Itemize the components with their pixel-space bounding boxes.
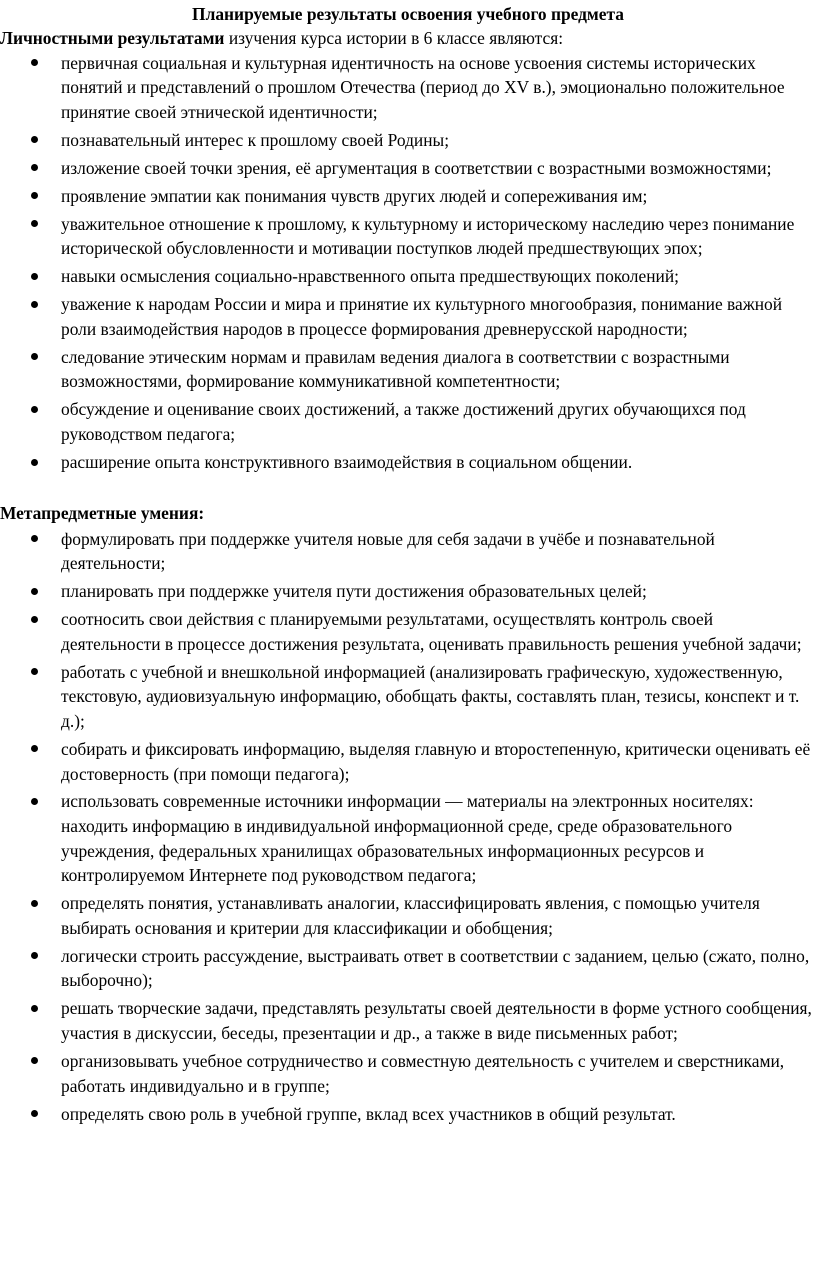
list-item-text: решать творческие задачи, представлять результаты своей деятельности в форме устного сообщения, участия в дискуссии, беседы, презентации и др., а также в виде письменных работ; [61,998,812,1043]
list-item [0,579,816,604]
bullet-icon [31,459,38,466]
bullet-icon [31,952,38,959]
bullet-icon [31,136,38,143]
list-item-text: первичная социальная и культурная идентичность на основе усвоения системы исторических понятий и представлений о прошлом Отечества (период до XV в.), эмоционально положительное принятие своей этнической идентичности; [61,52,785,122]
bullet-icon [31,616,38,623]
list-item [0,944,816,993]
list-item-text: обсуждение и оценивание своих достижений, а также достижений других обучающихся под руководством педагога; [61,399,746,445]
list-item-text: познавательный интерес к прошлому своей Родины; [61,129,450,150]
list-item-text: планировать при поддержке учителя пути достижения образовательных целей; [61,581,647,602]
list-item-text: работать с учебной и внешкольной информацией (анализировать графическую, художественную, текстовую, аудиовизуальную информацию, обобщать факты, составлять план, тезисы, конспект и т. д.); [61,661,800,731]
bullet-icon [31,1110,38,1117]
list-item [0,128,816,153]
list-item [0,450,816,475]
list-item-text: использовать современные источники информации — материалы на электронных носителях: находить информацию в индивидуальной информационной среде, среде образовательного учреждения, федеральных хранилищах образовательных информационных ресурсов и контролируемом Интернете под руководством педагога; [61,791,754,886]
list-item [0,264,816,289]
bullet-icon [31,668,38,675]
bullet-icon [31,588,38,595]
list-item [0,51,816,125]
list-item-text: уважительное отношение к прошлому, к культурному и историческому наследию через понимание исторической обусловленности и мотивации поступков людей предшествующих эпох; [61,213,795,259]
list-item [0,1102,816,1127]
list-item-text: уважение к народам России и мира и принятие их культурного многообразия, понимание важной роли взаимодействия народов в процессе формирования древнерусской народности; [61,294,783,339]
bullet-icon [31,900,38,907]
list-item [0,607,816,656]
list-item-text: определять понятия, устанавливать аналогии, классифицировать явления, с помощью учителя выбирать основания и критерии для классификации и обобщения; [61,893,760,938]
metasubject-heading: Метапредметные умения: [0,503,205,523]
list-item [0,184,816,209]
bullet-icon [31,535,38,542]
list-item-text: логически строить рассуждение, выстраивать ответ в соответствии с заданием, целью (сжато, полно, выборочно); [61,945,810,991]
bullet-icon [31,273,38,280]
list-item-text: навыки осмысления социально-нравственного опыта предшествующих поколений; [61,266,679,287]
list-item-text: определять свою роль в учебной группе, вклад всех участников в общий результат. [61,1103,676,1124]
list-item-text: расширение опыта конструктивного взаимодействия в социальном общении. [61,452,633,473]
bullet-icon [31,301,38,308]
bullet-icon [31,745,38,752]
section-spacer [0,478,816,501]
page-title: Планируемые результаты освоения учебного предмета [192,4,624,24]
list-item [0,345,816,394]
personal-results-lead: Личностными результатами [0,28,225,48]
list-item [0,660,816,734]
list-item-text: собирать и фиксировать информацию, выделяя главную и второстепенную, критически оценивать её достоверность (при помощи педагога); [61,738,811,784]
bullet-icon [31,353,38,360]
list-item [0,737,816,786]
bullet-icon [31,798,38,805]
bullet-icon [31,1057,38,1064]
list-item [0,212,816,261]
bullet-icon [31,1005,38,1012]
metasubject-skills-list [0,527,816,1127]
bullet-icon [31,192,38,199]
bullet-icon [31,164,38,171]
list-item-text: следование этическим нормам и правилам ведения диалога в соответствии с возрастными возможностями, формирование коммуникативной компетентности; [61,346,730,392]
bullet-icon [31,220,38,227]
list-item [0,527,816,576]
list-item [0,397,816,446]
list-item-text: соотносить свои действия с планируемыми результатами, осуществлять контроль своей деятельности в процессе достижения результата, оценивать правильность решения учебной задачи; [61,609,802,654]
personal-results-intro [0,26,816,51]
bullet-icon [31,59,38,66]
personal-results-intro-text: изучения курса истории в 6 классе являются: [224,28,564,48]
list-item [0,156,816,181]
list-item [0,292,816,341]
list-item-text: изложение своей точки зрения, её аргументация в соответствии с возрастными возможностями; [61,157,772,178]
personal-results-list [0,51,816,475]
list-item-text: проявление эмпатии как понимания чувств других людей и сопереживания им; [61,185,648,206]
bullet-icon [31,406,38,413]
list-item [0,1049,816,1098]
list-item [0,996,816,1045]
list-item-text: организовывать учебное сотрудничество и совместную деятельность с учителем и сверстниками, работать индивидуально и в группе; [61,1050,785,1096]
list-item-text: формулировать при поддержке учителя новые для себя задачи в учёбе и познавательной деятельности; [61,528,715,574]
list-item [0,891,816,940]
list-item [0,789,816,887]
